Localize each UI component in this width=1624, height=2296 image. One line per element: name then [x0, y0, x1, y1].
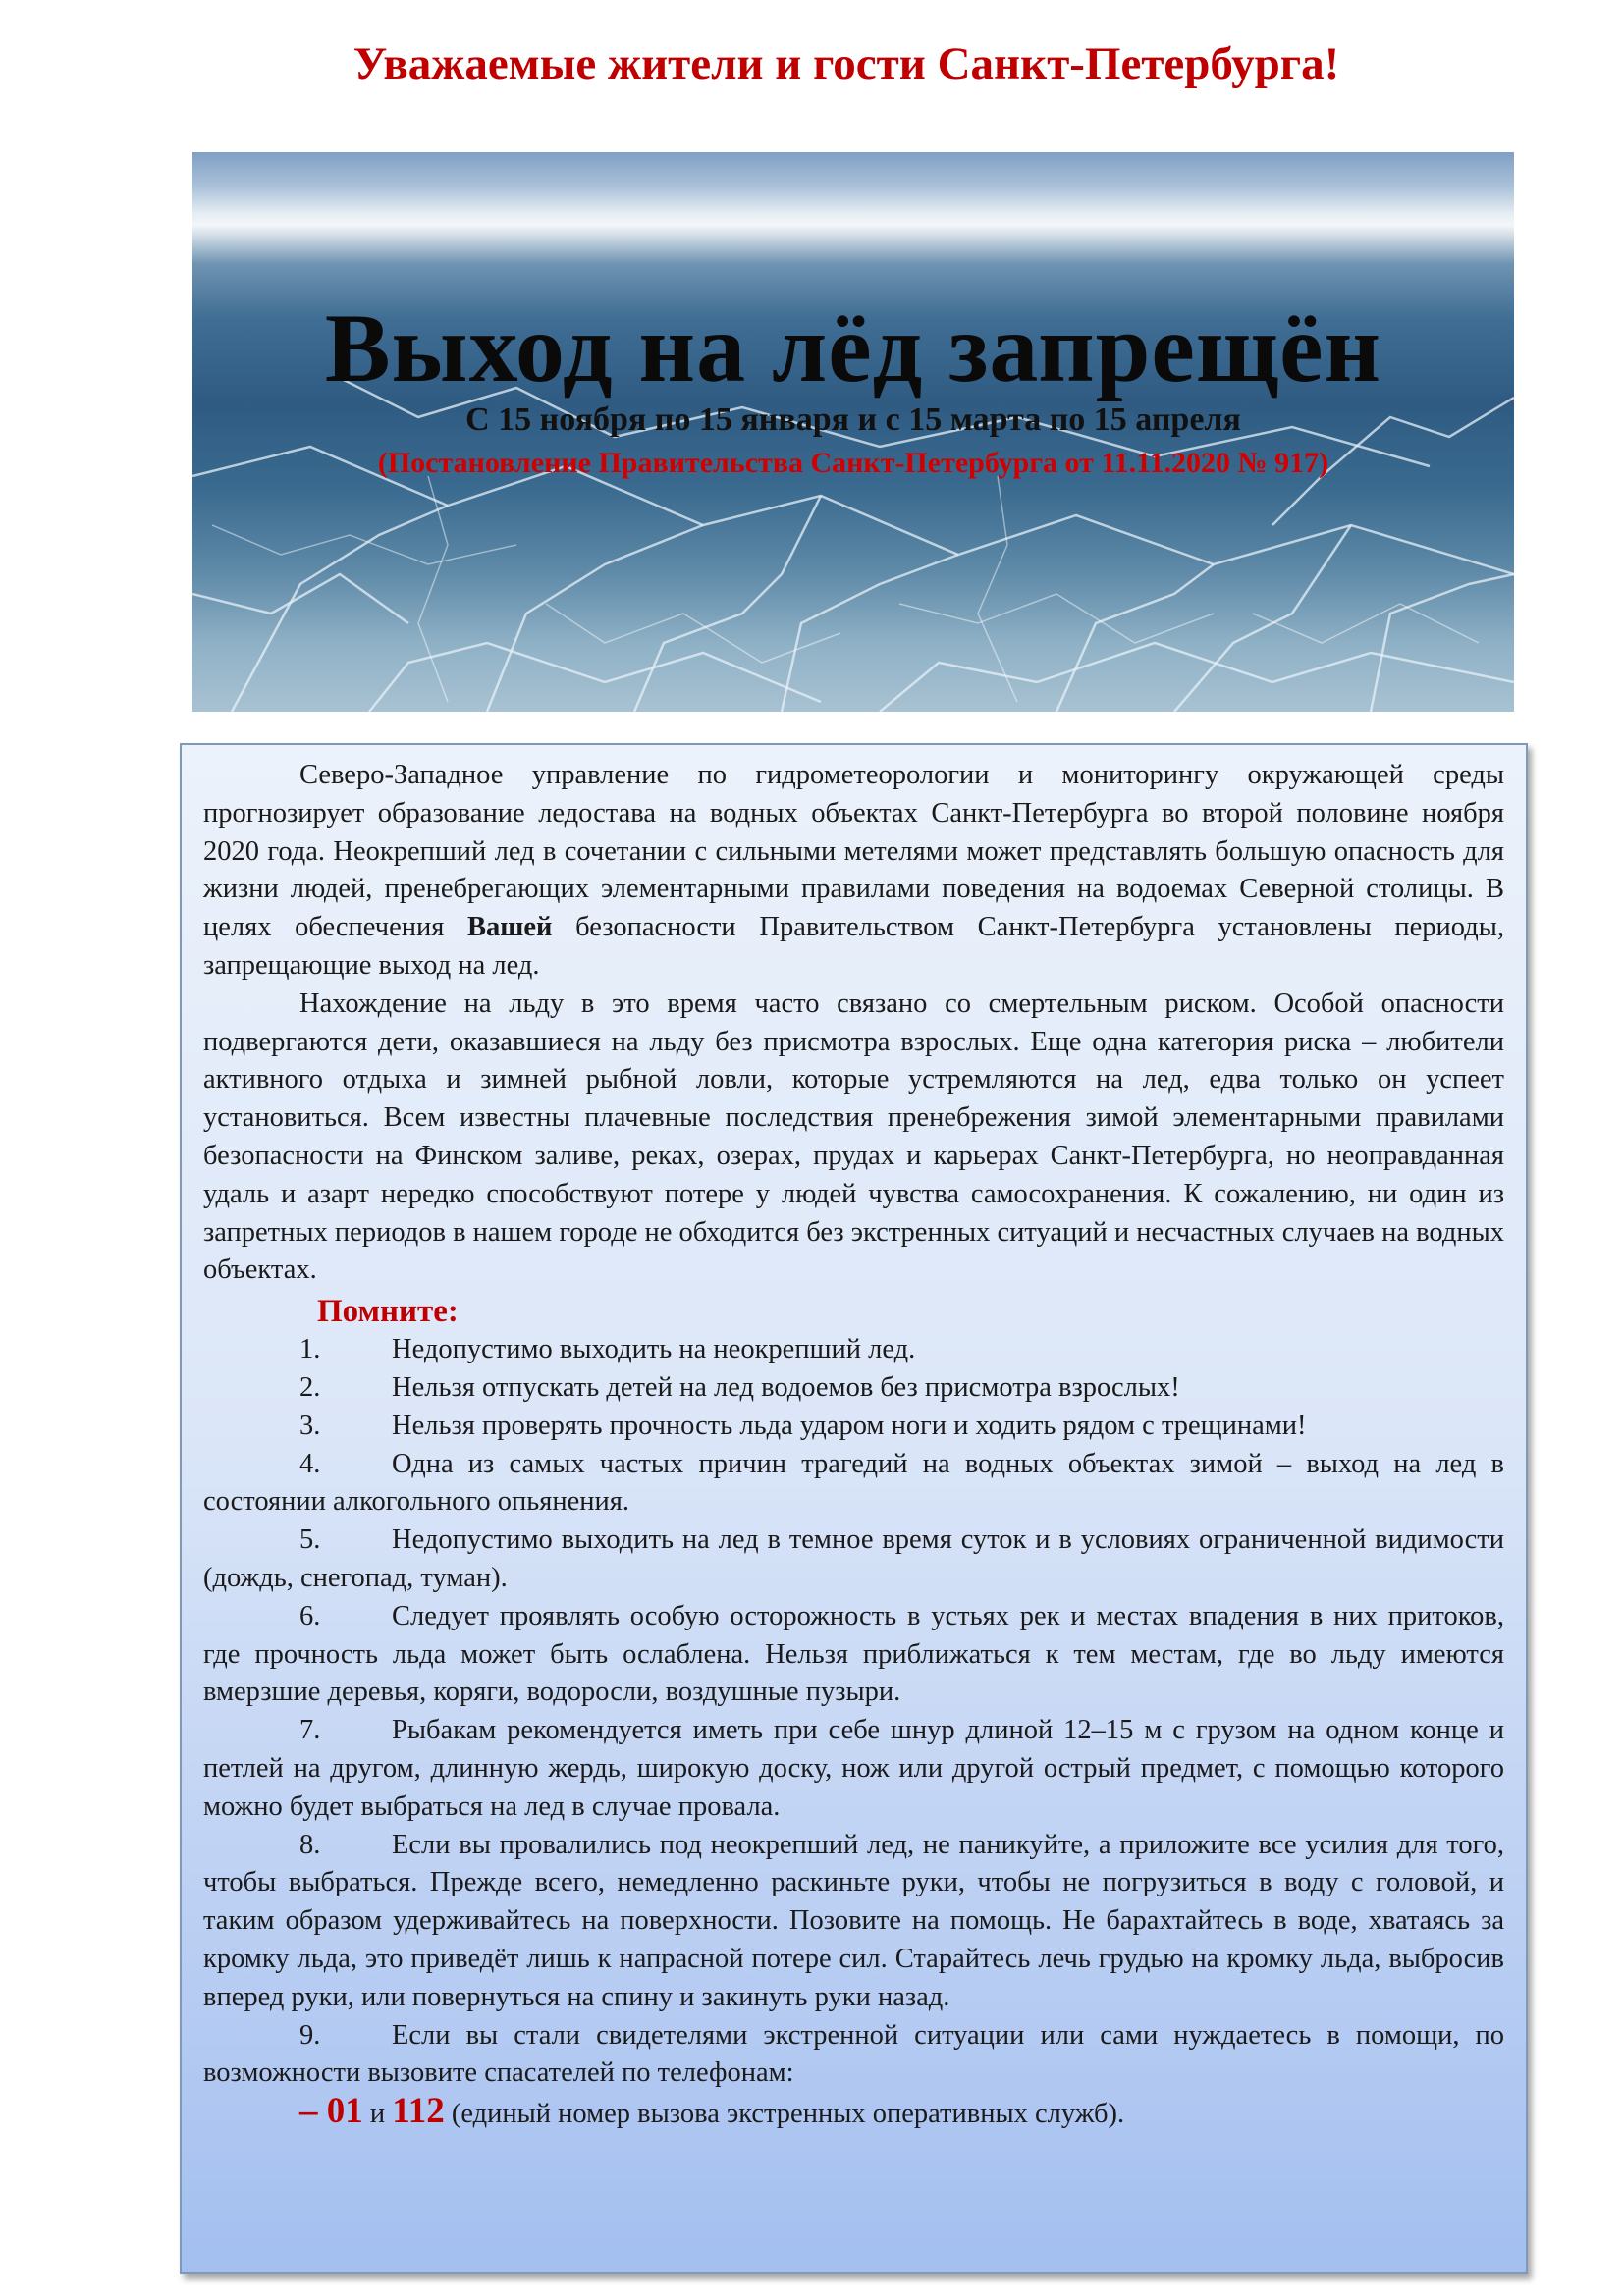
rule-text: Нельзя проверять прочность льда ударом ноги и ходить рядом с трещинами! [392, 1410, 1307, 1441]
rule-number: 4. [299, 1448, 321, 1479]
phone-note: (единый номер вызова экстренных оперативных служб). [444, 2099, 1125, 2130]
rule-number: 9. [299, 2019, 321, 2051]
rule-item [203, 1446, 1504, 1522]
rule-text: Нельзя отпускать детей на лед водоемов без присмотра взрослых! [392, 1371, 1180, 1403]
phone-number-112: 112 [392, 2091, 445, 2132]
intro-paragraph [203, 757, 1504, 986]
banner-title: Выход на лёд запрещён [324, 294, 1382, 402]
phone-and: и [362, 2099, 393, 2130]
rule-number: 3. [299, 1410, 321, 1441]
rule-text: Если вы провалились под неокрепший лед, не паникуйте, а приложите все усилия для того, чтобы выбраться. Прежде всего, немедленно раскиньте руки, чтобы не погрузиться в воду с головой, и таким образом удерживайтесь на поверхности. Позовите на помощь. Не барахтайтесь в воде, хватаясь за кромку льда, это приведёт лишь к напрасной потере сил. Старайтесь лечь грудью на кромку льда, выбросив вперед руки, или повернуться на спину и закинуть руки назад. [203, 1829, 1504, 2012]
rule-item [203, 1712, 1504, 1826]
rule-item [203, 2017, 1504, 2094]
rule-text: Недопустимо выходить на лед в темное время суток и в условиях ограниченной видимости (дождь, снегопад, туман). [203, 1524, 1504, 1593]
rule-text: Одна из самых частых причин трагедий на водных объектах зимой – выход на лед в состоянии алкогольного опьянения. [203, 1448, 1504, 1518]
rule-item [203, 1522, 1504, 1598]
ice-banner-image [192, 152, 1514, 712]
page-headline: Уважаемые жители и гости Санкт-Петербурга! [352, 38, 1340, 89]
phone-number-01: 01 [326, 2091, 363, 2132]
info-panel [180, 743, 1528, 2274]
rule-text: Рыбакам рекомендуется иметь при себе шнур длиной 12–15 м с грузом на одном конце и петлей на другом, длинную жердь, широкую доску, нож или другой острый предмет, с помощью которого можно будет выбраться на лед в случае провала. [203, 1715, 1504, 1822]
rule-number: 8. [299, 1829, 321, 1860]
rule-item [203, 1408, 1504, 1446]
phone-dash: – [299, 2091, 327, 2132]
rule-text: Недопустимо выходить на неокрепший лед. [392, 1334, 916, 1365]
rule-text: Если вы стали свидетелями экстренной ситуации или сами нуждаетесь в помощи, по возможности вызовите спасателей по телефонам: [203, 2019, 1504, 2089]
rule-text: Следует проявлять особую осторожность в устьях рек и местах впадения в них притоков, где прочность льда может быть ослаблена. Нельзя приближаться к тем местам, где во льду имеются вмерзшие деревья, коряги, водоросли, воздушные пузыри. [203, 1600, 1504, 1708]
intro-text-end: безопасности Правительством Санкт-Петербурга установлены периоды, запрещающие выход на лед. [203, 912, 1505, 981]
rule-item [203, 1369, 1504, 1408]
risk-paragraph: Нахождение на льду в это время часто связано со смертельным риском. Особой опасности подвергаются дети, оказавшиеся на льду без присмотра взрослых. Еще одна категория риска – любители активного отдыха и зимней рыбной ловли, которые устремляются на лед, едва только он успеет установиться. Всем известны плачевные последствия пренебрежения зимой элементарными правилами безопасности на Финском заливе, реках, озерах, прудах и карьерах Санкт-Петербурга, но неоправданная удаль и азарт нередко способствуют потере у людей чувства самосохранения. К сожалению, ни один из запретных периодов в нашем городе не обходится без экстренных ситуаций и несчастных случаев на водных объектах. [203, 988, 1504, 1286]
banner-dates: С 15 ноября по 15 января и с 15 марта по 15 апреля [465, 401, 1241, 438]
rule-number: 7. [299, 1715, 321, 1746]
rule-number: 5. [299, 1524, 321, 1556]
rule-number: 6. [299, 1600, 321, 1631]
rule-number: 2. [299, 1371, 321, 1403]
banner-decree: (Постановление Правительства Санкт-Петербурга от 11.11.2020 № 917) [377, 447, 1329, 479]
rule-item [203, 1827, 1504, 2017]
intro-bold-word: Вашей [467, 912, 553, 943]
intro-text-start: Северо-Западное управление по гидрометеорологии и мониторингу окружающей среды прогнозирует образование ледостава на водных объектах Санкт-Петербурга во второй половине ноября 2020 года. Неокрепший лед в сочетании с сильными метелями может представлять большую опасность для жизни людей, пренебрегающих элементарными правилами поведения на водоемах Северной столицы. В целях обеспечения [203, 760, 1504, 943]
rule-number: 1. [299, 1334, 321, 1365]
emergency-phones [203, 2093, 1504, 2134]
rule-item [203, 1331, 1504, 1369]
remember-heading: Помните: [317, 1294, 459, 1330]
rule-item [203, 1598, 1504, 1712]
